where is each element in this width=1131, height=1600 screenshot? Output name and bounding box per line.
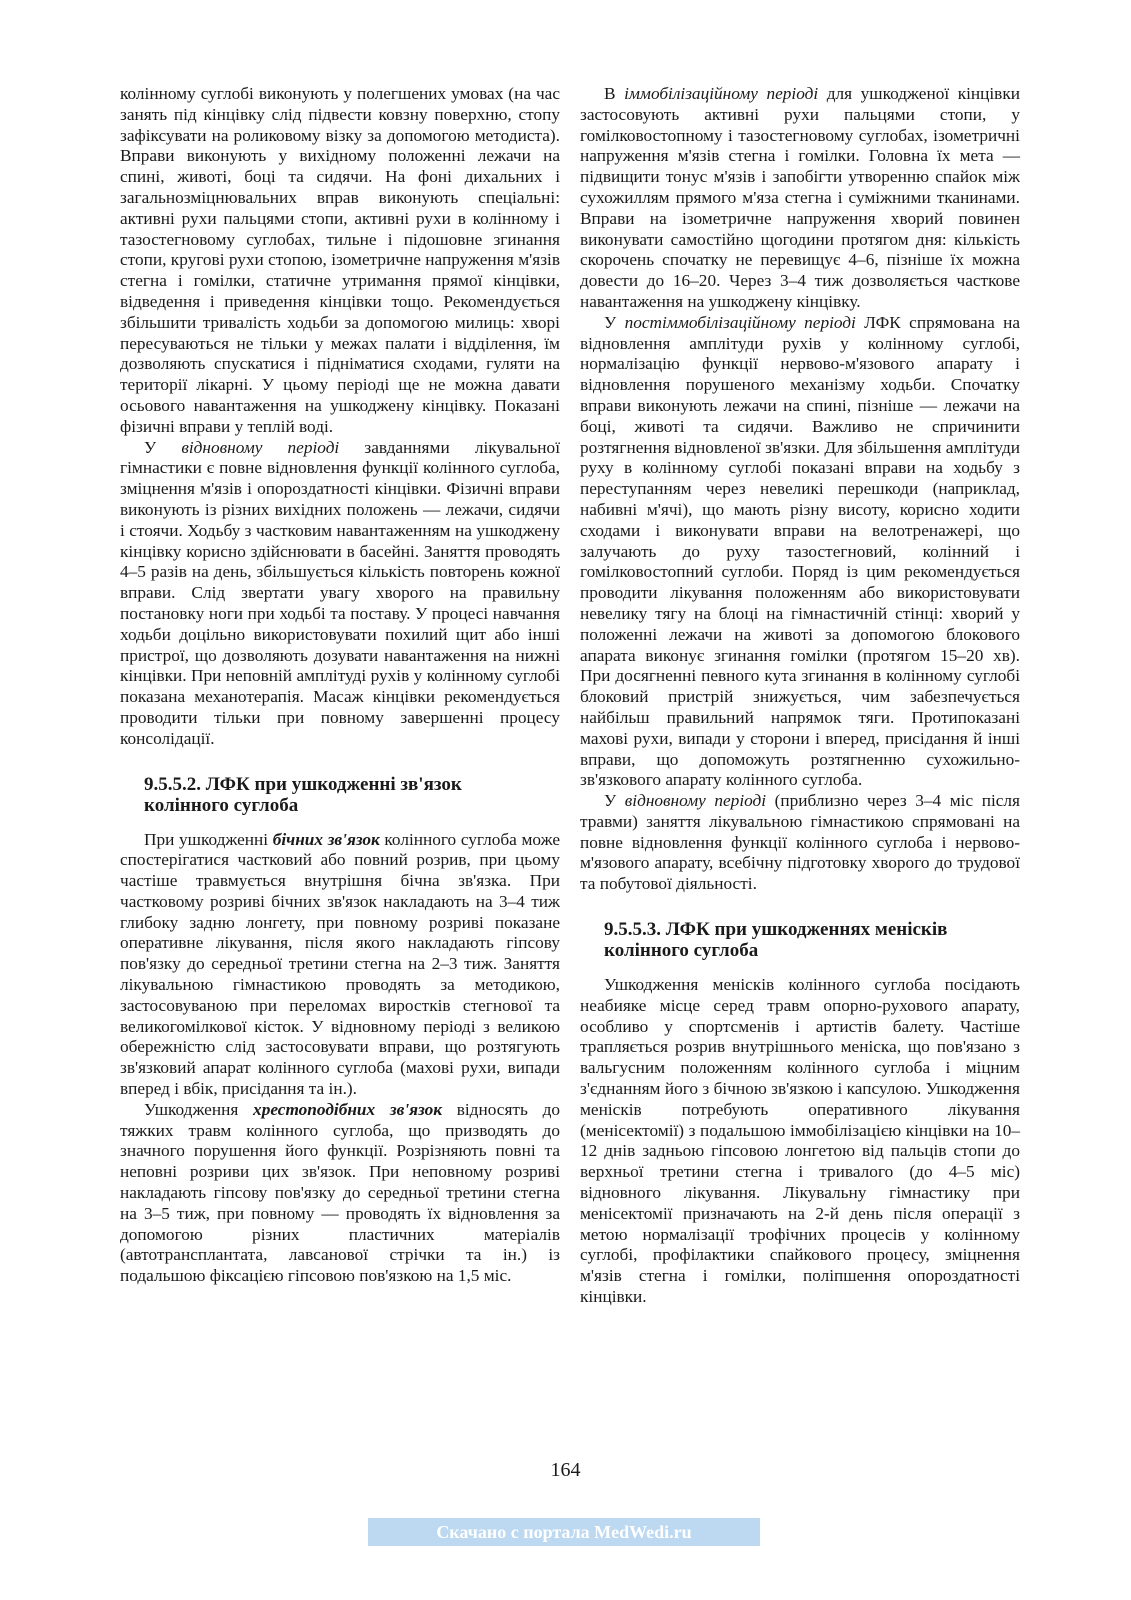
emphasis-term: хрестоподібних зв'язок bbox=[253, 1099, 442, 1119]
emphasis-term: відновному періоді bbox=[624, 791, 767, 811]
text-run: ЛФК спрямована на відновлення амплітуди рухів у колінному суглобі, нормалізацію функції нервово-м'язового апарату і відновлення порушеного механізму ходьби. Спочатку вправи виконують лежачи на спині, пізніше — лежачи на боці, животі та сидячи. Важливо не спричинити розтягнення відновленої зв'язки. Для збільшення амплітуди руху в колінному суглобі показані вправи на ходьбу з переступанням через невеликі перешкоди (наприклад, набивні м'ячі), що мають різну висоту, корисно ходити сходами і виконувати вправи на велотренажері, що залучають до руху тазостегновий, колінний і гомілковостопний суглоби. Поряд із цим рекомендується проводити лікування положенням або використовувати невелику тягу на блоці на гімнастичній стінці: хворий у положенні лежачи на животі за допомогою блокового апарата виконує згинання гомілки (протягом 15–20 хв). При досягненні певного кута згинання в колінному суглобі блоковий пристрій знижується, чим забезпечується найбільш правильний напрямок тяги. Протипоказані махові рухи, випади у сторони і вперед, присідання й інші вправи, що допоможуть розтягненню сухожильно-зв'язкового апарату колінного суглоба. bbox=[580, 312, 1020, 790]
section-heading bbox=[120, 774, 560, 816]
text-run: (приблизно через 3–4 міс після травми) заняття лікувальною гімнастикою спрямовані на повне відновлення функції колінного суглоба і нервово-м'язового апарату, всебічну підготовку хворого до трудової та побутової діяльності. bbox=[580, 791, 1021, 894]
section-heading bbox=[580, 919, 1020, 961]
text-run: При ушкодженні bbox=[144, 829, 273, 849]
text-run: У bbox=[604, 791, 625, 811]
right-column bbox=[580, 84, 1020, 1308]
text-run: відносять до тяжких травм колінного суглоба, що призводять до значного порушення його функції. Розрізняють повні та неповні розриви цих зв'язок. При неповному розриві накладають гіпсову пов'язку до середньої третини стегна на 3–5 тиж, при повному — проводять їх відновлення за допомогою різних пластичних матеріалів (автотрансплантата, лавсанової стрічки та ін.) із подальшою фіксацією гіпсовою пов'язкою на 1,5 міс. bbox=[120, 1099, 561, 1286]
paragraph bbox=[580, 791, 1020, 895]
section-heading-title: 9.5.5.3. ЛФК при ушкодженнях менісків bbox=[604, 919, 948, 941]
section-heading-subtitle: колінного суглоба bbox=[144, 794, 299, 816]
section-heading-title: 9.5.5.2. ЛФК при ушкодженні зв'язок bbox=[144, 773, 462, 795]
page-number: 164 bbox=[550, 1459, 581, 1481]
text-run: В bbox=[604, 84, 625, 103]
text-run: для ушкодженої кінцівки застосовують активні рухи пальцями стопи, у гомілковостопному і тазостегновому суглобах, ізометричні напруження м'язів стегна і гомілки. Головна їх мета — підвищити тонус м'язів і запобігти утворенню спайок між сухожиллям прямого м'яза стегна і суміжними тканинами. Вправи на ізометричне напруження хворий повинен виконувати самостійно щогодини протягом дня: кількість скорочень спочатку не перевищує 4–6, пізніше їх можна довести до 16–20. Через 3–4 тиж дозволяється часткове навантаження на ушкоджену кінцівку. bbox=[580, 84, 1020, 311]
text-run: завданнями лікувальної гімнастики є повне відновлення функції колінного суглоба, зміцнення м'язів і опороздатності кінцівки. Фізичні вправи виконують із різних вихідних положень — лежачи, сидячи і стоячи. Ходьбу з частковим навантаженням на ушкоджену кінцівку корисно здійснювати в басейні. Заняття проводять 4–5 разів на день, збільшується кількість повторень кожної вправи. Слід звертати увагу хворого на правильну постановку ноги при ходьбі та поставу. У процесі навчання ходьби доцільно використовувати похилий щит або інші пристрої, що дозволяють дозувати навантаження на нижні кінцівки. При неповній амплітуді рухів у колінному суглобі показана механотерапія. Масаж кінцівки рекомендується проводити тільки при повному завершенні процесу консолідації. bbox=[120, 437, 560, 748]
paragraph bbox=[120, 830, 560, 1100]
text-run: У bbox=[144, 437, 182, 457]
left-column bbox=[120, 84, 560, 1287]
emphasis-term: іммобілізаційному періоді bbox=[624, 84, 819, 103]
download-banner[interactable] bbox=[368, 1518, 760, 1546]
emphasis-term: постіммобілізаційному періоді bbox=[624, 312, 856, 332]
emphasis-term: бічних зв'язок bbox=[272, 829, 380, 849]
paragraph: Ушкодження менісків колінного суглоба посідають неабияке місце серед травм опорно-рухового апарату, особливо у спортсменів і артистів балету. Частіше трапляється розрив внутрішнього меніска, що пов'язано з вальгусним положенням колінного суглоба і міцним з'єднанням його з бічною зв'язкою і капсулою. Ушкодження менісків потребують оперативного лікування (менісектомії) з подальшою іммобілізацією кінцівки на 10–12 днів задньою гіпсовою лонгетою від пальців стопи до верхньої третини стегна і тривалого (до 4–5 міс) відновного лікування. Лікувальну гімнастику при менісектомії призначають на 2-й день після операції з метою нормалізації трофічних процесів у колінному суглобі, профілактики спайкового процесу, зміцнення м'язів стегна і гомілки, поліпшення опороздатності кінцівки. bbox=[580, 975, 1020, 1307]
paragraph bbox=[580, 84, 1020, 313]
paragraph bbox=[580, 313, 1020, 791]
paragraph: колінному суглобі виконують у полегшених умовах (на час занять під кінцівку слід підвести ковзну поверхню, стопу зафіксувати на роликовому візку за допомогою методиста). Вправи виконують у вихідному положенні лежачи на спині, животі, боці та сидячи. На фоні дихальних і загальнозміцнювальних вправ виконують спеціальні: активні рухи пальцями стопи, активні рухи в колінному і тазостегновому суглобах, тильне і підошовне згинання стопи, кругові рухи стопою, ізометричне напруження м'язів стегна і гомілки, статичне утримання прямої кінцівки, відведення і приведення кінцівки тощо. Рекомендується збільшити тривалість ходьби за допомогою милиць: хворі пересуваються не тільки у межах палати і відділення, їм дозволяють спускатися і підніматися сходами, гуляти на території лікарні. У цьому періоді ще не можна давати осьового навантаження на ушкоджену кінцівку. Показані фізичні вправи у теплій воді. bbox=[120, 84, 560, 436]
text-run: Ушкодження bbox=[144, 1099, 254, 1119]
text-run: колінного суглоба може спостерігатися частковий або повний розрив, при цьому частіше травмується внутрішня бічна зв'язка. При частковому розриві бічних зв'язок накладають на 3–4 тиж глибоку задню лонгету, при повному розриві показане оперативне лікування, після якого накладають гіпсову пов'язку до середньої третини стегна на 2–3 тиж. Заняття лікувальною гімнастикою проводять за методикою, застосовуваною при переломах виростків стегнової та великогомілкової кісток. У відновному періоді з великою обережністю слід застосовувати вправи, що розтягують зв'язковий апарат колінного суглоба (махові рухи, випади вперед і вбік, присідання та ін.). bbox=[120, 829, 561, 1099]
text-run: У bbox=[604, 312, 625, 332]
section-heading-subtitle: колінного суглоба bbox=[604, 940, 759, 962]
emphasis-term: відновному періоді bbox=[181, 437, 340, 457]
paragraph bbox=[120, 1100, 560, 1287]
paragraph bbox=[120, 438, 560, 750]
banner-text[interactable]: Скачано с портала MedWedi.ru bbox=[436, 1522, 692, 1542]
